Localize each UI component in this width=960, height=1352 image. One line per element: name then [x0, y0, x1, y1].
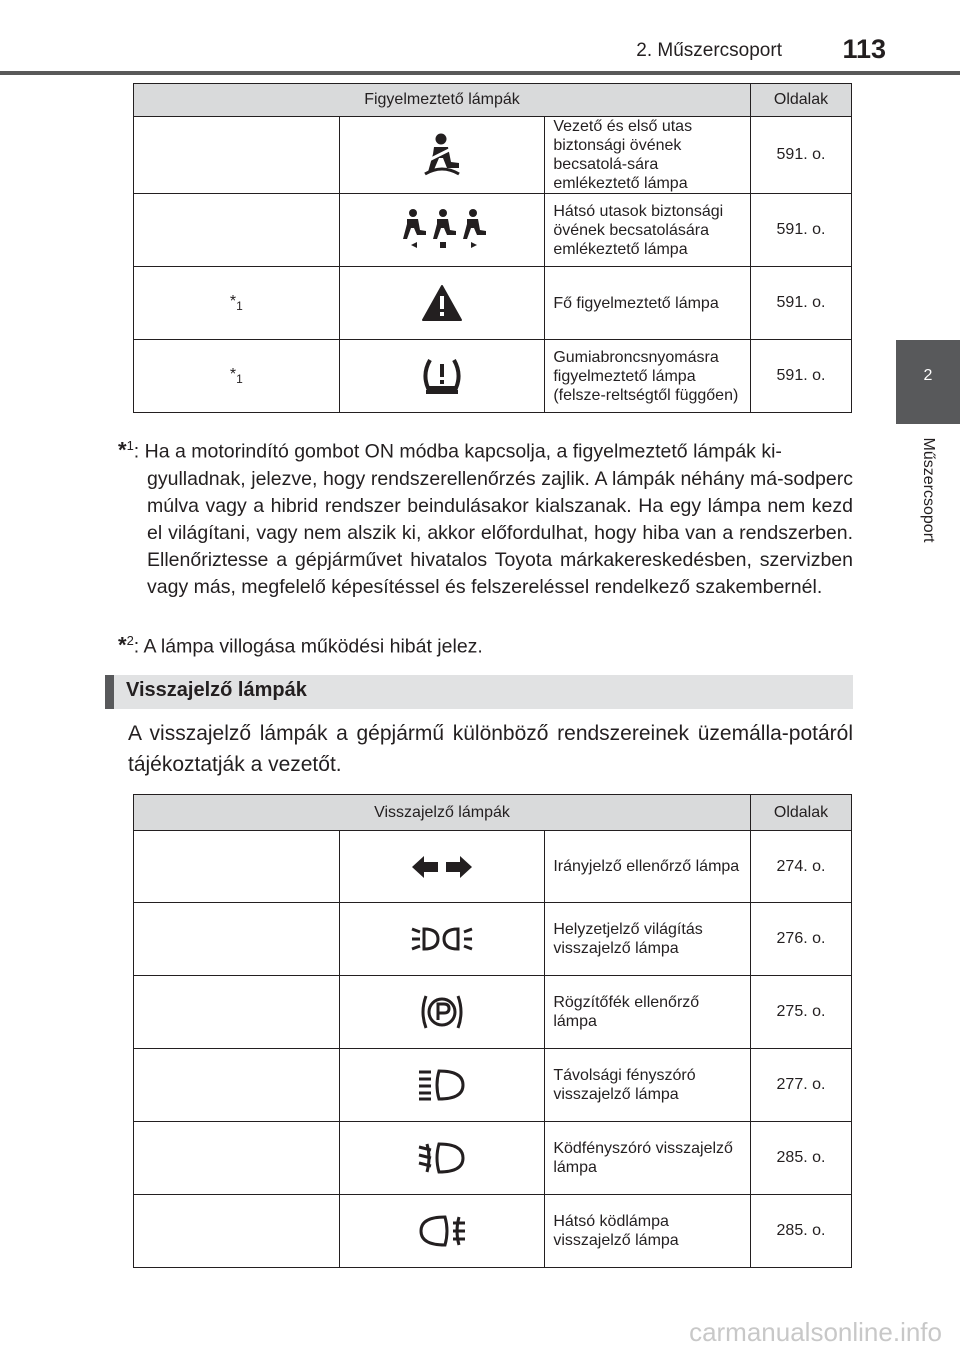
table-row: [134, 117, 852, 194]
table-row: [134, 1122, 852, 1195]
chapter-label-text: Műszercsoport: [920, 437, 937, 543]
footnote-marker: [134, 340, 340, 413]
footnote-number: 1: [236, 299, 243, 313]
header-rule: [0, 71, 960, 75]
column-header-lamps: Figyelmeztető lámpák: [134, 84, 751, 117]
table-row: [134, 976, 852, 1049]
column-header-pages: Oldalak: [751, 84, 852, 117]
lamp-description: Gumiabroncsnyomásra figyelmeztető lámpa (felsze-reltségtől függően): [545, 340, 751, 413]
column-header-lamps: Visszajelző lámpák: [134, 795, 751, 831]
footnote-cell: [134, 194, 340, 267]
page-reference: 276. o.: [751, 903, 852, 976]
page-reference: 275. o.: [751, 976, 852, 1049]
warning-lamps-table: [133, 83, 852, 413]
table-row: [134, 1195, 852, 1268]
footnote-marker: [134, 267, 340, 340]
footnote-star: *: [118, 437, 127, 463]
rear-fog-icon: [339, 1195, 545, 1268]
table-header-row: [134, 795, 852, 831]
page-reference: 285. o.: [751, 1195, 852, 1268]
table-row: [134, 340, 852, 413]
front-fog-icon: [339, 1122, 545, 1195]
chapter-tab: 2: [896, 340, 960, 424]
table-header-row: [134, 84, 852, 117]
seatbelt-icon: [339, 117, 545, 194]
indicator-lamps-table: [133, 794, 852, 1268]
footnote-cell: [134, 976, 340, 1049]
lamp-description: Rögzítőfék ellenőrző lámpa: [545, 976, 751, 1049]
footnote-star: *: [118, 632, 127, 658]
parking-brake-icon: [339, 976, 545, 1049]
high-beam-icon: [339, 1049, 545, 1122]
footnote-number: 1: [236, 372, 243, 386]
table-row: [134, 903, 852, 976]
lamp-description: Távolsági fényszóró visszajelző lámpa: [545, 1049, 751, 1122]
lamp-description: Helyzetjelző világítás visszajelző lámpa: [545, 903, 751, 976]
table-row: [134, 267, 852, 340]
page-reference: 591. o.: [751, 194, 852, 267]
footnote-number: 1: [126, 438, 134, 453]
footnote-cell: [134, 903, 340, 976]
page-reference: 591. o.: [751, 340, 852, 413]
watermark: carmanualsonline.info: [689, 1317, 942, 1347]
page-reference: 591. o.: [751, 117, 852, 194]
footnote-cell: [134, 1195, 340, 1268]
tail-light-icon: [339, 903, 545, 976]
star-mark: *: [229, 293, 237, 310]
footnote-cell: [134, 1049, 340, 1122]
page-reference: 277. o.: [751, 1049, 852, 1122]
section-heading: [105, 675, 853, 709]
footnote-text: : Ha a motorindító gombot ON módba kapcsolja, a figyelmeztető lámpák ki-: [133, 440, 782, 463]
lamp-description: Ködfényszóró visszajelző lámpa: [545, 1122, 751, 1195]
section-heading-text: Visszajelző lámpák: [126, 679, 307, 701]
lamp-description: Irányjelző ellenőrző lámpa: [545, 831, 751, 903]
lamp-description: Fő figyelmeztető lámpa: [545, 267, 751, 340]
footnote-cell: [134, 117, 340, 194]
footnote-cell: [134, 1122, 340, 1195]
chapter-label: [896, 430, 960, 570]
section-title: 2. Műszercsoport: [636, 40, 782, 61]
turn-signal-icon: [339, 831, 545, 903]
page-reference: 274. o.: [751, 831, 852, 903]
footnote-continuation: gyulladnak, jelezve, hogy rendszerellenőrzés zajlik. A lámpák néhány má-sodperc múlva vagy a hibrid rendszer beindulásakor kialszanak. Ha egy lámpa nem kezd el világítani, vagy nem alszik ki, akkor előfordulhat, hogy hiba van a rendszerben. Ellenőriztesse a gépjárművet hivatalos Toyota márkakereskedésben, szervizben vagy más, megfelelő képesítéssel és felszereléssel rendelkező szakembernél.: [147, 467, 853, 598]
table-row: [134, 194, 852, 267]
footnote-2: [118, 627, 853, 661]
tire-pressure-icon: [339, 340, 545, 413]
footnote-1: [118, 432, 853, 601]
page-reference: 285. o.: [751, 1122, 852, 1195]
star-mark: *: [229, 366, 237, 383]
footnote-number: 2: [126, 633, 134, 648]
table-row: [134, 831, 852, 903]
lamp-description: Vezető és első utas biztonsági övének becsatolá-sára emlékeztető lámpa: [545, 117, 751, 194]
page-reference: 591. o.: [751, 267, 852, 340]
column-header-pages: Oldalak: [751, 795, 852, 831]
page-number: 113: [842, 34, 886, 64]
footnote-text: : A lámpa villogása működési hibát jelez.: [133, 635, 483, 658]
master-warning-icon: [339, 267, 545, 340]
table-row: [134, 1049, 852, 1122]
footnote-cell: [134, 831, 340, 903]
intro-paragraph: A visszajelző lámpák a gépjármű különböző rendszereinek üzemálla-potáról tájékoztatják a vezetőt.: [128, 722, 853, 776]
lamp-description: Hátsó ködlámpa visszajelző lámpa: [545, 1195, 751, 1268]
lamp-description: Hátsó utasok biztonsági övének becsatolására emlékeztető lámpa: [545, 194, 751, 267]
rear-seatbelt-icon: [339, 194, 545, 267]
